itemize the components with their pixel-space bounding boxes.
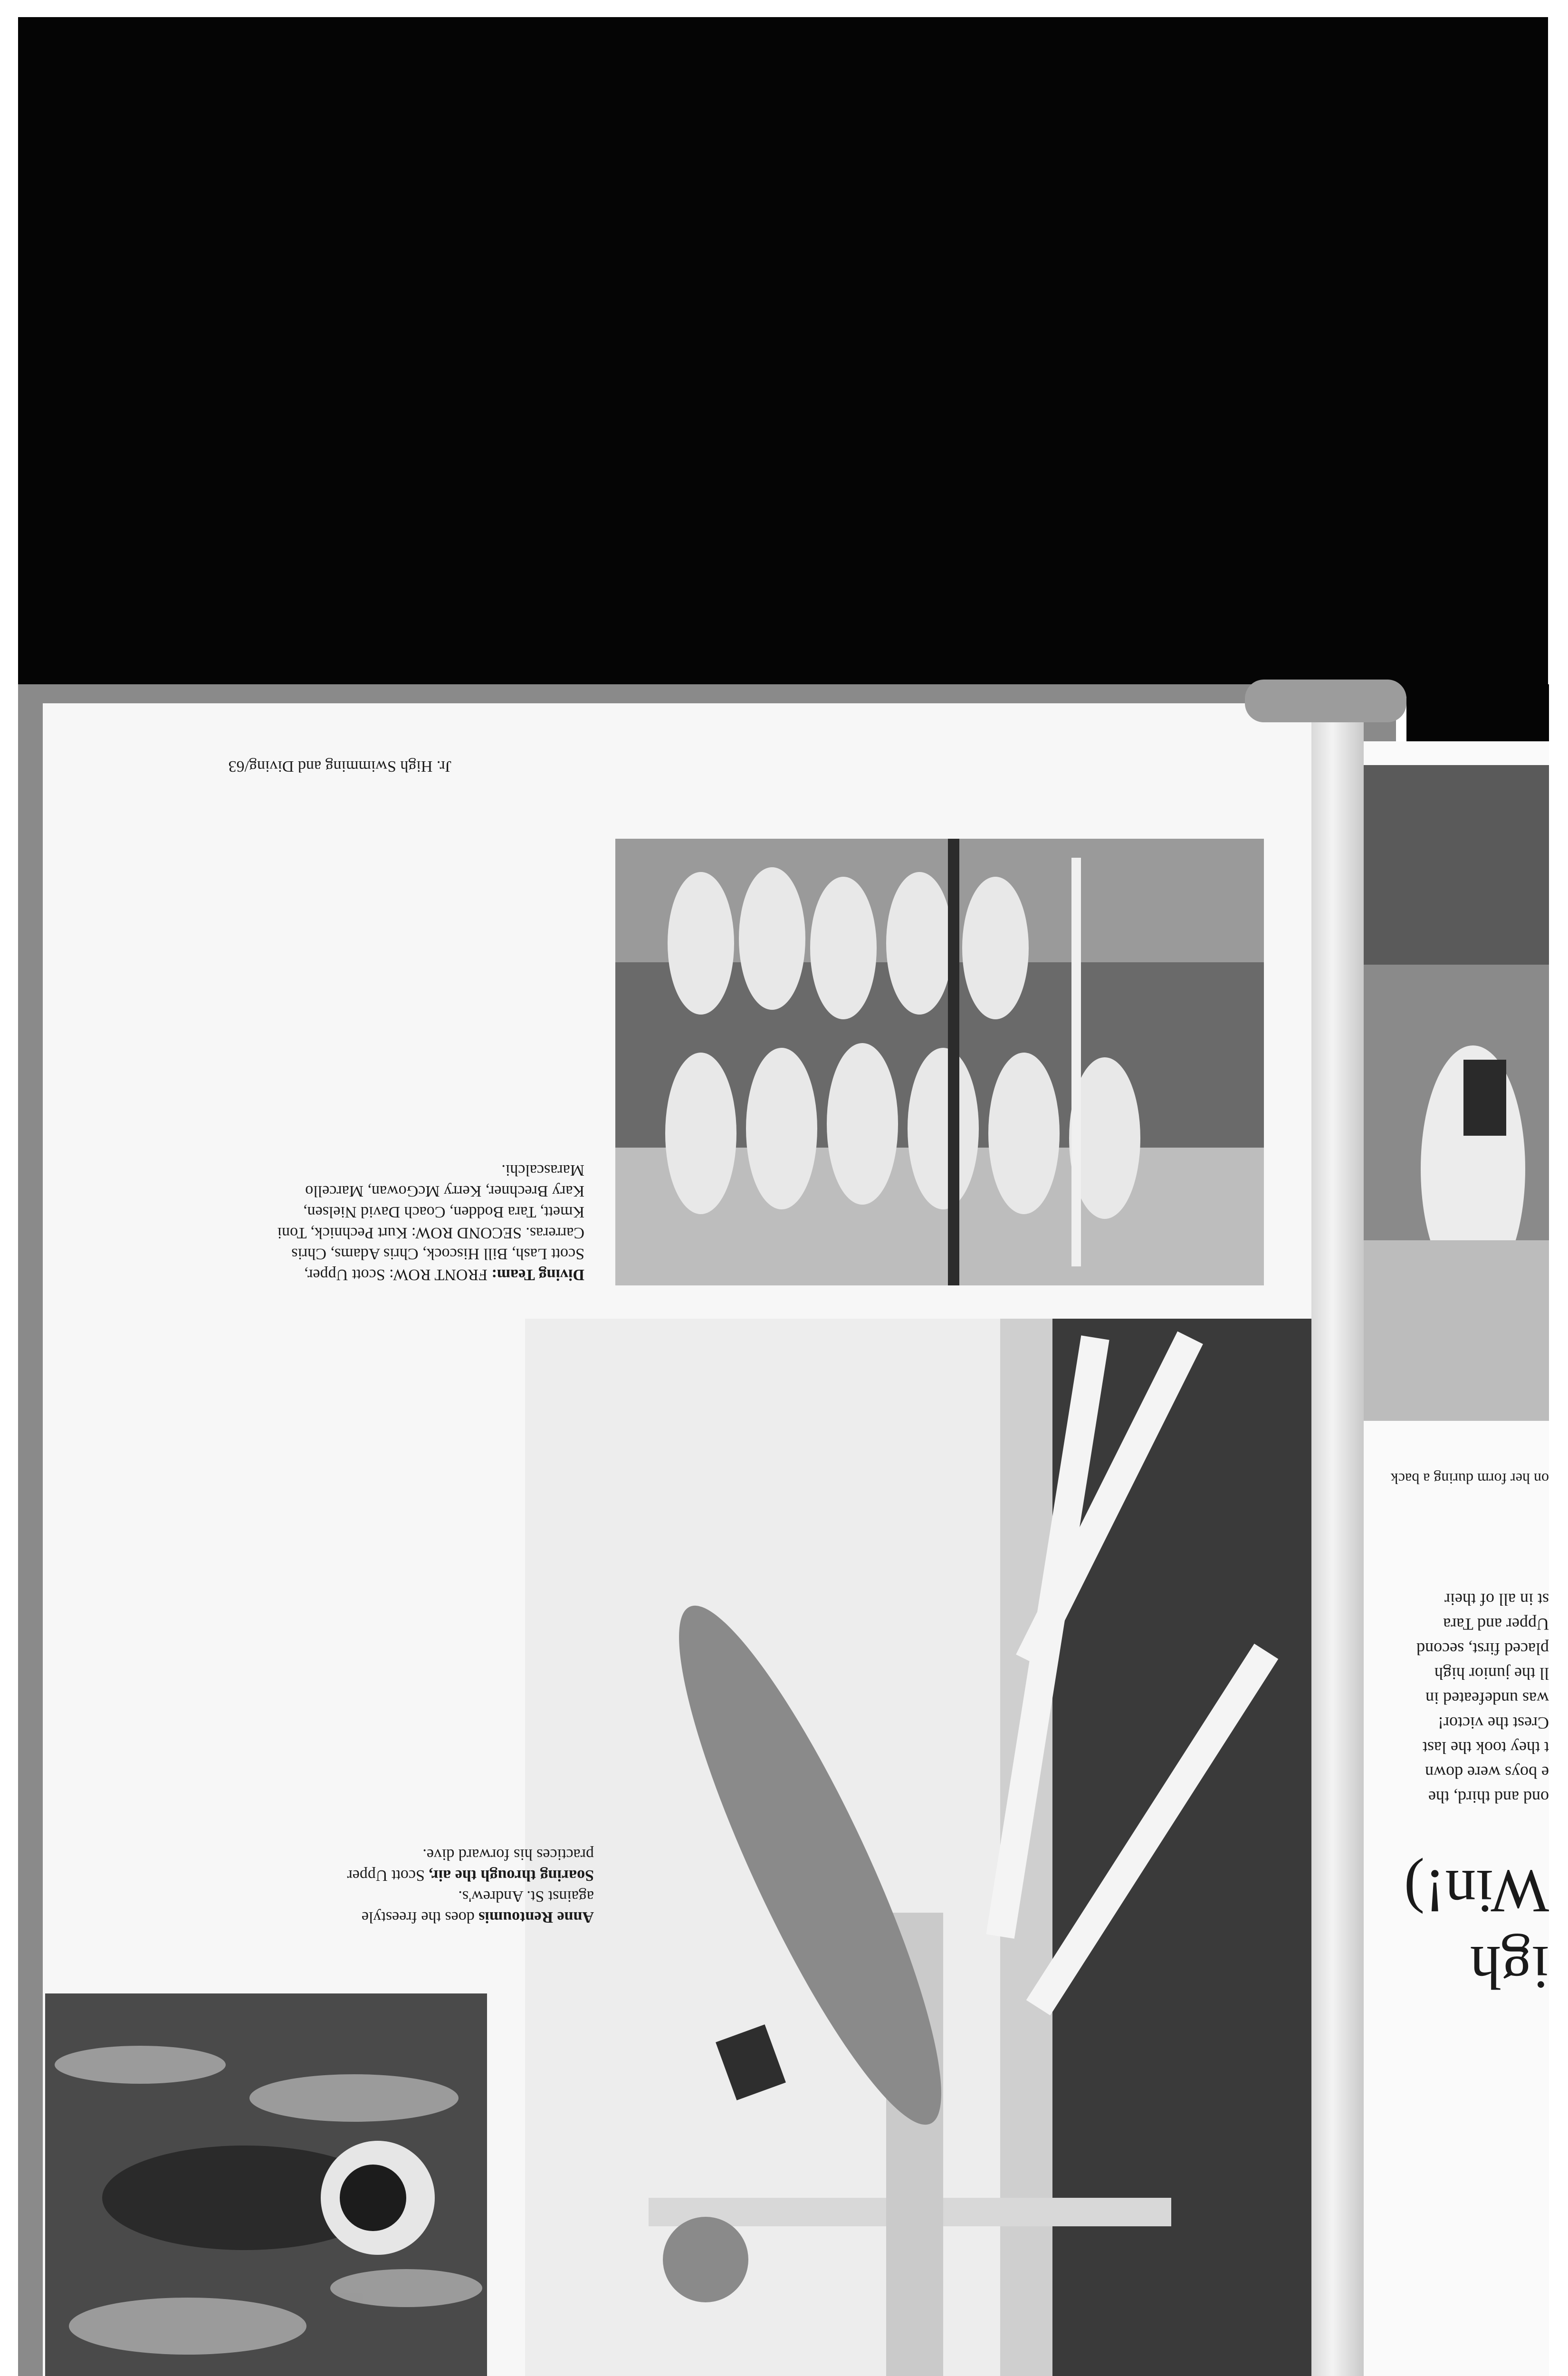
body-line: ond and third, the xyxy=(1428,1788,1549,1807)
binding-tape xyxy=(1245,680,1406,722)
right-article-body xyxy=(1368,1587,1549,1810)
diver-caption xyxy=(328,1844,594,1886)
body-line: ll the junior high xyxy=(1434,1664,1549,1683)
heading-line: igh xyxy=(1470,1933,1549,2002)
body-line: placed first, second xyxy=(1416,1639,1549,1658)
diving-team-photo xyxy=(615,839,1264,1285)
body-line: was undefeated in xyxy=(1425,1689,1549,1708)
scanner-background-right xyxy=(1406,684,1549,751)
book-gutter xyxy=(1311,713,1364,2376)
page-folio: Jr. High Swimming and Diving/63 xyxy=(228,757,451,775)
forward-dive-photo xyxy=(525,1319,1311,2376)
team-caption xyxy=(276,1159,584,1285)
team-caption-lead: Diving Team: xyxy=(491,1266,584,1284)
right-photo-caption: on her form during a back xyxy=(1390,1470,1549,1487)
body-line: Upper and Tara xyxy=(1443,1615,1549,1634)
body-line: t they took the last xyxy=(1423,1738,1549,1757)
heading-line: Win!) xyxy=(1404,1857,1549,1926)
photo-captions xyxy=(328,1844,594,1927)
backstroke-photo xyxy=(1364,765,1549,1421)
right-article-heading xyxy=(1368,1853,1549,2005)
diver-caption-lead: Soaring through the air, xyxy=(429,1867,594,1884)
scanner-background xyxy=(18,17,1548,697)
body-line: Crest the victor! xyxy=(1438,1714,1549,1733)
diver-caption-text: Scott Upper practices his forward dive. xyxy=(347,1846,594,1884)
body-line: e boys were down xyxy=(1425,1763,1549,1782)
team-caption-text: FRONT ROW: Scott Upper, Scott Lash, Bill Hiscock, Chris Adams, Chris Carreras. SECOND ROW: Kurt Pechnick, Toni Kmett, Tara Bodden, Coach David Nielsen, Kary Brechner, Kerry McGowan, Marcello Marascalchi. xyxy=(277,1161,584,1284)
freestyle-swimmer-photo xyxy=(45,1993,487,2376)
swimmer-caption-lead: Anne Rentoumis xyxy=(478,1908,594,1926)
swimmer-caption xyxy=(328,1886,594,1927)
body-line: st in all of their xyxy=(1444,1590,1549,1609)
swimmer-caption-text: does the freestyle against St. Andrew's. xyxy=(361,1887,594,1926)
